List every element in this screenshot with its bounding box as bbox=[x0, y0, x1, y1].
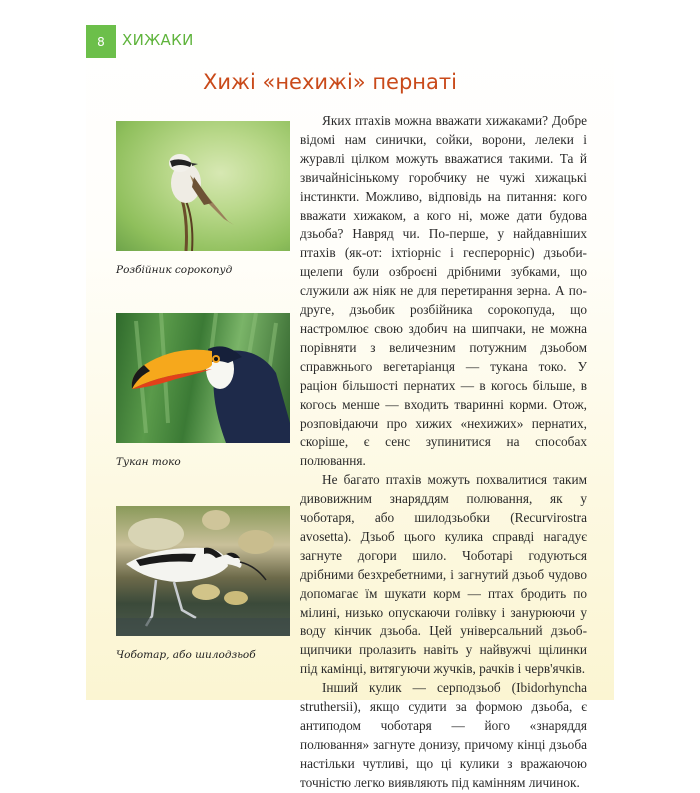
figure-shrike bbox=[116, 121, 290, 276]
page-number-badge bbox=[86, 25, 116, 58]
figure-caption: Чоботар, або шилодзьоб bbox=[116, 649, 256, 661]
paragraph: Не багато птахів можуть похвалитися таким дивовижним знаряддям полювання, як у чоботаря, або шилодзьобки (Recurvirostra avosetta). Дзьоб цього кулика справді нагадує загнуте догори шило. Чоботарі годуються дрібними безхребетними, і загнутий дзьоб чудово допомагає їм шукати корм — птах бродить по мілині, низько опускаючи голівку і занурюючи у воду кінчик дзьоба. Цей універсальний дзьоб-щипчики пролазить навіть у найвужчі щілинки під камінці, витягуючи жучків, рачків і черв'ячків. bbox=[300, 472, 587, 677]
paragraph: Інший кулик — серподзьоб (Ibidorhyncha struthersii), якщо судити за формою дзьоба, є антиподом чоботаря — його «знаряддя полювання» загнуте донизу, причому кінці дзьоба настільки чутливі, що ці кулики з вражаючою точністю легко виявляють під камінням личинок. bbox=[300, 680, 587, 790]
toucan-photo bbox=[116, 313, 290, 443]
paragraph: Яких птахів можна вважати хижаками? Добре відомі нам синички, сойки, ворони, лелеки і журавлі цілком можуть вважатися такими. Та й звичайнісінькому горобчику не чужі хижацькі інстинкти. Можливо, відповідь на питання: кого вважати хижаком, а кого ні, може дати будова дзьоба? Навряд чи. По-перше, у найдавніших птахів (як-от: іхтіорніс і гесперорніс) дзьоби-щелепи були озброєні дрібними зубками, що служили аж ніяк не для перетирання зерна. А по-друге, дзьобик розбійника сорокопуда, що настромлює свою здобич на шипчаки, не можна порівняти з величезним потужним дзьобом справжнього вегетаріанця — тукана токо. У раціон більшості пернатих — в когось більше, в когось менше — входить тваринні корми. Отож, розповідаючи про хижих «нехижих» пернатих, скоріше, є сенс зупинитися на способах полювання. bbox=[300, 113, 587, 469]
shrike-photo bbox=[116, 121, 290, 251]
toucan-illustration bbox=[116, 313, 290, 443]
article-body bbox=[300, 112, 587, 793]
figure-avocet bbox=[116, 506, 290, 661]
section-title: ХИЖАКИ bbox=[122, 31, 194, 49]
figure-caption: Розбійник сорокопуд bbox=[116, 264, 233, 276]
shrike-illustration bbox=[116, 121, 290, 251]
figure-toucan bbox=[116, 313, 290, 468]
avocet-illustration bbox=[116, 506, 290, 636]
page-number: 8 bbox=[97, 34, 105, 49]
page-title: Хижі «нехижі» пернаті bbox=[203, 70, 457, 94]
avocet-photo bbox=[116, 506, 290, 636]
figure-caption: Тукан токо bbox=[116, 456, 181, 468]
